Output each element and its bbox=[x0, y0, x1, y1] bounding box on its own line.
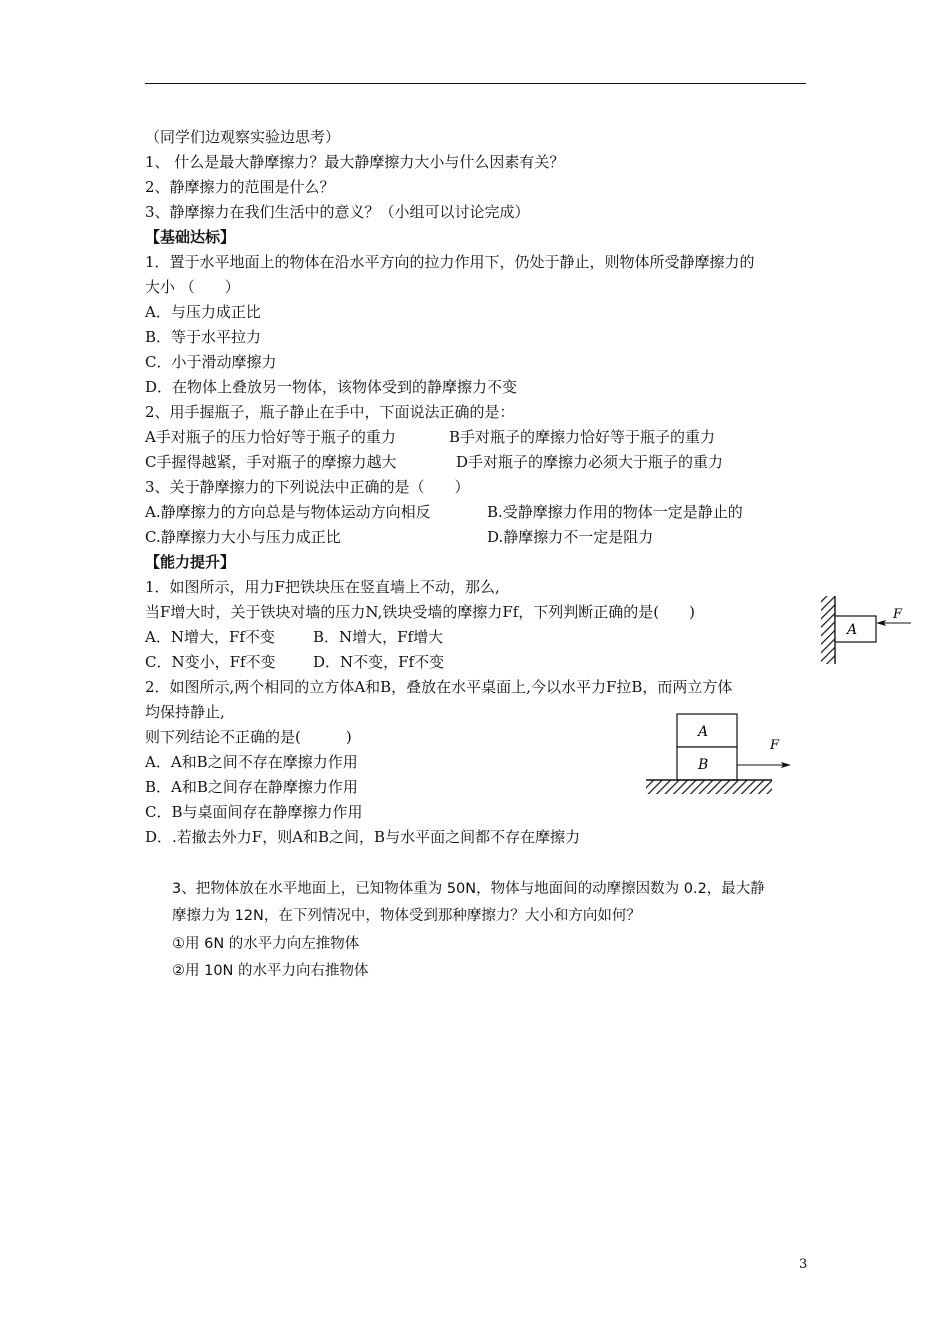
advanced-p2-line-3: 则下列结论不正确的是( ) bbox=[145, 728, 352, 746]
basic-p3-option-b: B.受静摩擦力作用的物体一定是静止的 bbox=[487, 503, 743, 521]
extra-line-1: 3、把物体放在水平地面上，已知物体重为 50N，物体与地面间的动摩擦因数为 0.2，最大静 bbox=[172, 881, 765, 897]
basic-p1-stem-2: 大小 （ ） bbox=[145, 278, 240, 296]
advanced-p2-option-d: D．.若撤去外力F，则A和B之间，B与水平面之间都不存在摩擦力 bbox=[145, 828, 581, 846]
advanced-p1-line-2: 当F增大时，关于铁块对墙的压力N,铁块受墙的摩擦力Ff，下列判断正确的是( ) bbox=[145, 603, 696, 621]
extra-line-2: 摩擦力为 12N，在下列情况中，物体受到那种摩擦力？大小和方向如何？ bbox=[172, 908, 641, 924]
table-hatching bbox=[646, 780, 772, 794]
advanced-p2-option-a: A．A和B之间不存在摩擦力作用 bbox=[145, 753, 358, 771]
basic-p3-stem: 3、关于静摩擦力的下列说法中正确的是（ ） bbox=[145, 478, 470, 496]
block-a-label: A bbox=[847, 622, 858, 638]
figure-wall-block bbox=[815, 590, 915, 670]
advanced-p1-option-b: B．N增大，Ff增大 bbox=[313, 628, 444, 646]
advanced-p1-row-1 bbox=[145, 627, 444, 647]
block-top-label: A bbox=[698, 724, 709, 740]
wall-hatching bbox=[821, 596, 835, 664]
basic-p3-row-2 bbox=[145, 527, 654, 547]
basic-p2-option-c: C手握得越紧，手对瓶子的摩擦力越大 bbox=[145, 453, 397, 471]
page-number: 3 bbox=[799, 1257, 808, 1272]
basic-p2-row-1 bbox=[145, 427, 716, 447]
advanced-p1-option-d: D．N不变，Ff不变 bbox=[313, 653, 445, 671]
intro-question-1: 1、 什么是最大静摩擦力？最大静摩擦力大小与什么因素有关？ bbox=[145, 153, 565, 171]
basic-p1-option-a: A．与压力成正比 bbox=[145, 303, 261, 321]
advanced-p1-option-c: C．N变小，Ff不变 bbox=[145, 653, 276, 671]
basic-p1-option-c: C．小于滑动摩擦力 bbox=[145, 353, 277, 371]
figure-stacked-blocks bbox=[640, 708, 800, 800]
basic-p3-row-1 bbox=[145, 502, 743, 522]
basic-p1-option-b: B．等于水平拉力 bbox=[145, 328, 262, 346]
intro-question-3: 3、静摩擦力在我们生活中的意义？（小组可以讨论完成） bbox=[145, 203, 530, 221]
advanced-p2-line-1: 2．如图所示,两个相同的立方体A和B，叠放在水平桌面上,今以水平力F拉B，而两立方体 bbox=[145, 678, 733, 696]
basic-p1-stem-1: 1．置于水平地面上的物体在沿水平方向的拉力作用下，仍处于静止，则物体所受静摩擦力的 bbox=[145, 253, 755, 271]
advanced-p1-row-2 bbox=[145, 652, 445, 672]
basic-p3-option-d: D.静摩擦力不一定是阻力 bbox=[487, 528, 654, 546]
basic-p3-option-a: A.静摩擦力的方向总是与物体运动方向相反 bbox=[145, 503, 431, 521]
force-label: F bbox=[893, 607, 903, 622]
basic-p3-option-c: C.静摩擦力大小与压力成正比 bbox=[145, 528, 341, 546]
advanced-p1-option-a: A．N增大，Ff不变 bbox=[145, 628, 275, 646]
block-bottom-label: B bbox=[698, 757, 709, 773]
advanced-p1-line-1: 1．如图所示，用力F把铁块压在竖直墙上不动，那么, bbox=[145, 578, 500, 596]
pull-force-label: F bbox=[770, 738, 780, 753]
extra-case-1: ①用 6N 的水平力向左推物体 bbox=[172, 936, 360, 952]
basic-p2-option-a: A手对瓶子的压力恰好等于瓶子的重力 bbox=[145, 428, 396, 446]
basic-p1-option-d: D．在物体上叠放另一物体，该物体受到的静摩擦力不变 bbox=[145, 378, 518, 396]
basic-p2-stem: 2、用手握瓶子，瓶子静止在手中，下面说法正确的是： bbox=[145, 403, 515, 421]
advanced-p2-option-b: B．A和B之间存在静摩擦力作用 bbox=[145, 778, 358, 796]
basic-p2-option-d: D手对瓶子的摩擦力必须大于瓶子的重力 bbox=[456, 453, 724, 471]
header-rule bbox=[145, 83, 806, 84]
advanced-heading: 【能力提升】 bbox=[145, 553, 236, 571]
intro-question-2: 2、静摩擦力的范围是什么？ bbox=[145, 178, 335, 196]
extra-case-2: ②用 10N 的水平力向右推物体 bbox=[172, 963, 369, 979]
advanced-p2-line-2: 均保持静止, bbox=[145, 703, 225, 721]
basic-p2-row-2 bbox=[145, 452, 724, 472]
basic-heading: 【基础达标】 bbox=[145, 228, 236, 246]
advanced-p2-option-c: C．B与桌面间存在静摩擦力作用 bbox=[145, 803, 363, 821]
intro-note: （同学们边观察实验边思考） bbox=[145, 128, 341, 146]
basic-p2-option-b: B手对瓶子的摩擦力恰好等于瓶子的重力 bbox=[449, 428, 716, 446]
